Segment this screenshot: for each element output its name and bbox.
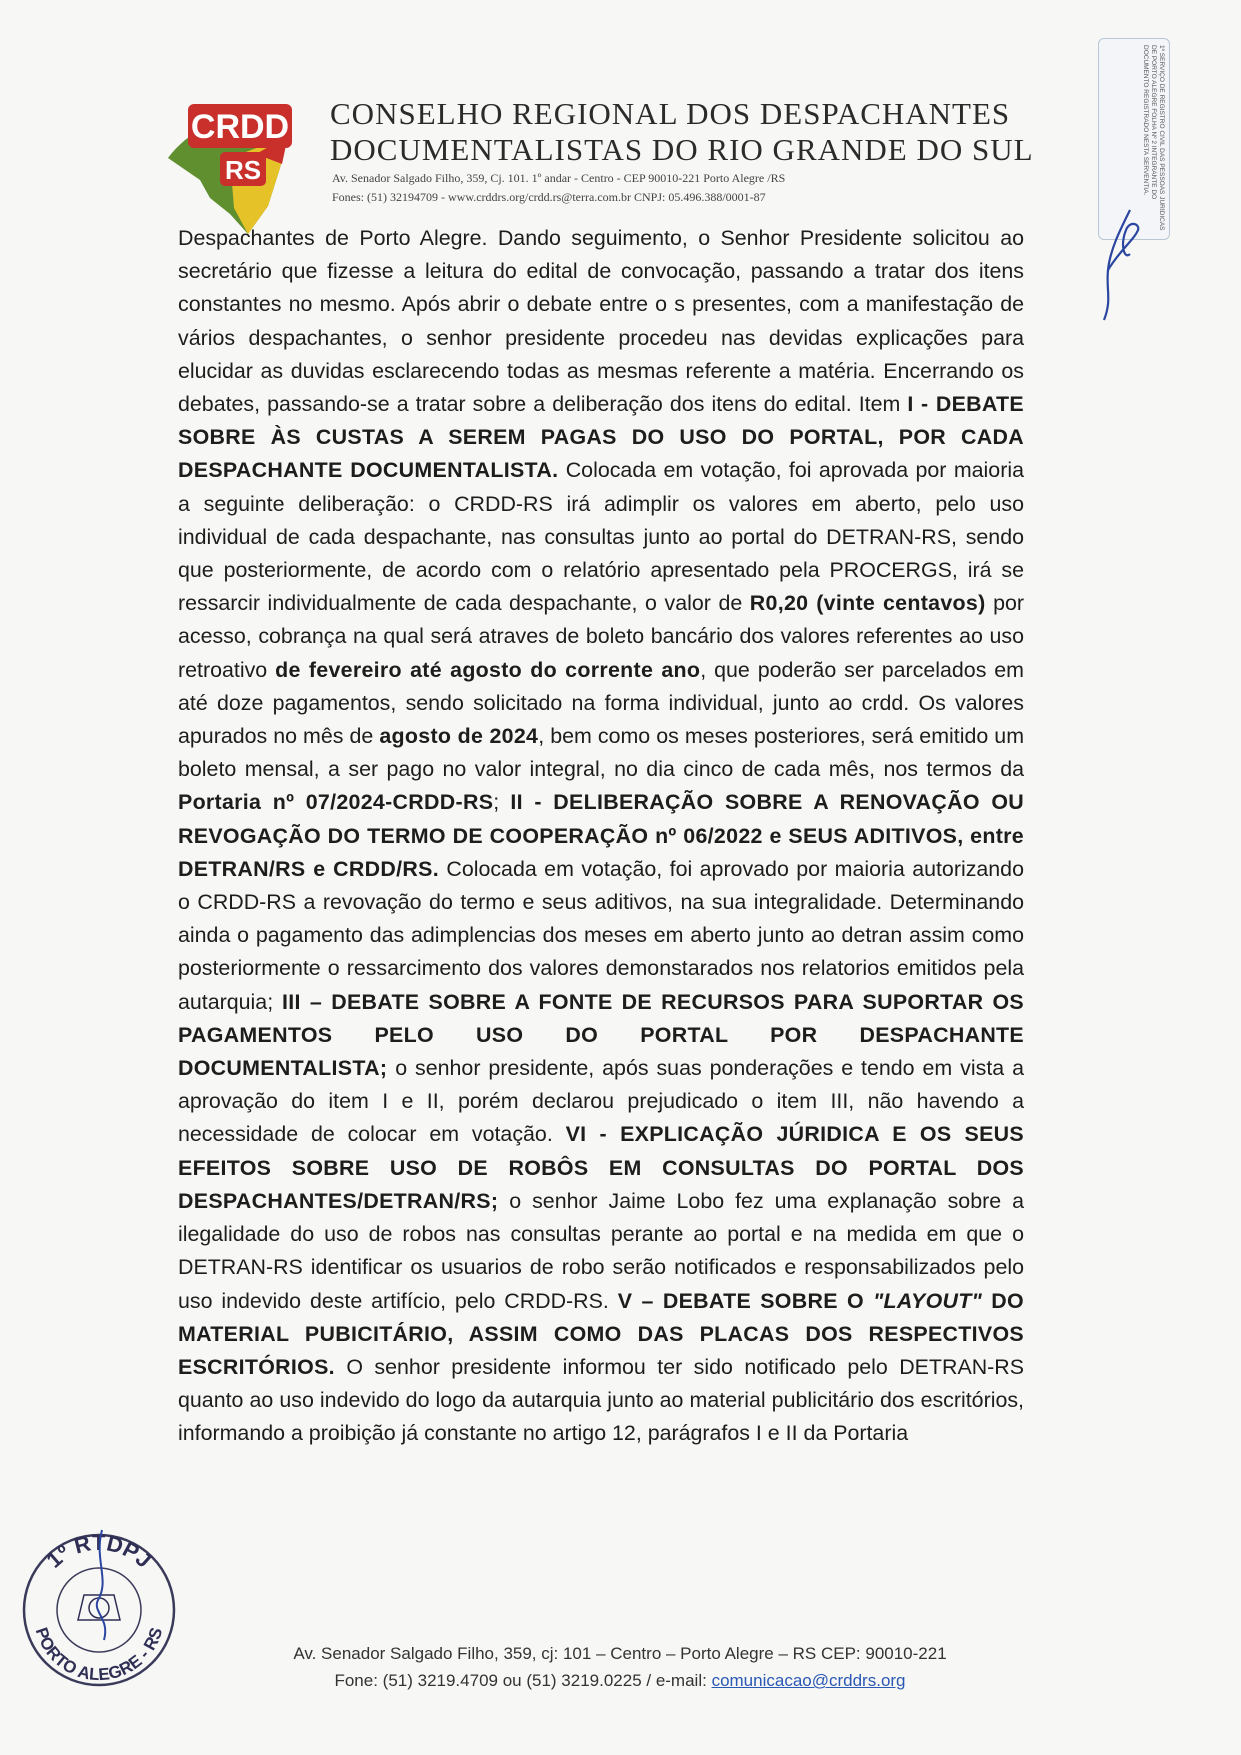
crdd-logo xyxy=(160,88,330,238)
body-text-segment: Despachantes de Porto Alegre. Dando seguimento, o Senhor Presidente solicitou ao secretário que fizesse a leitura do edital de convocação, passando a tratar dos itens constantes no mesmo. Após abrir o debate entre o s presentes, com a manifestação de vários despachantes, o senhor presidente procedeu nas devidas explicações para elucidar as duvidas esclarecendo todas as mesmas referente a matéria. Encerrando os debates, passando-se a tratar sobre a deliberação dos itens do edital. Item xyxy=(178,226,1024,417)
logo-text-rs: RS xyxy=(224,155,262,185)
item-heading-5: V – DEBATE SOBRE O "LAYOUT" DO MATERIAL PUBICITÁRIO, ASSIM COMO DAS PLACAS DOS RESPECTIVOS ESCRITÓRIOS. xyxy=(178,1288,1024,1379)
body-text-segment: Colocada em votação, foi aprovado por maioria autorizando o CRDD-RS a revovação do termo e seus aditivos, na sua integralidade. Determinando ainda o pagamento das adimplencias dos meses em aberto junto ao detran assim como posteriormente o ressarcimento dos valores demonstarados nos relatorios emitidos pela autarquia; xyxy=(178,856,1024,1014)
document-body xyxy=(178,222,1024,1451)
org-contact: Fones: (51) 32194709 - www.crddrs.org/crdd.rs@terra.com.br CNPJ: 05.496.388/0001-87 xyxy=(332,190,766,204)
item-heading-2: II - DELIBERAÇÃO SOBRE A RENOVAÇÃO OU REVOGAÇÃO DO TERMO DE COOPERAÇÃO nº 06/2022 e SEUS ADITIVOS, entre DETRAN/RS e CRDD/RS. xyxy=(178,790,1025,881)
body-text-segment: , que poderão ser parcelados em até doze pagamentos, sendo solicitado na forma individual, junto ao crdd. Os valores apurados no mês de xyxy=(178,657,1024,749)
body-text-segment: O senhor presidente informou ter sido notificado pelo DETRAN-RS quanto ao uso indevido do logo da autarquia junto ao material publicitário dos escritórios, informando a proibição já constante no artigo 12, parágrafos I e II da Portaria xyxy=(178,1354,1024,1446)
logo-text-crdd: CRDD xyxy=(190,108,290,146)
body-text-segment: , bem como os meses posteriores, será emitido um boleto mensal, a ser pago no valor integral, no dia cinco de cada mês, nos termos da xyxy=(178,724,1025,782)
registry-stamp-text: 1º SERVIÇO DE REGISTRO CIVIL DAS PESSOAS JURÍDICAS DE PORTO ALEGRE FOLHA Nº 2 INTEGRANTE DO DOCUMENTO REGISTRADO NESTA SERVENTIA. xyxy=(1142,45,1165,231)
org-address: Av. Senador Salgado Filho, 359, Cj. 101. 1º andar - Centro - CEP 90010-221 Porto Alegre /RS xyxy=(332,171,786,185)
footer-address: Av. Senador Salgado Filho, 359, cj: 101 – Centro – Porto Alegre – RS CEP: 90010-221 xyxy=(293,1644,947,1663)
notary-stamp-top-text: 1º RTDPJ xyxy=(41,1529,157,1573)
letterhead xyxy=(330,96,1050,206)
footer-email-link[interactable]: comunicacao@crddrs.org xyxy=(711,1671,906,1690)
emphasis-ordinance: Portaria nº 07/2024-CRDD-RS xyxy=(178,790,494,815)
emphasis-month: agosto de 2024 xyxy=(379,724,539,749)
emphasis-amount: R0,20 (vinte centavos) xyxy=(749,591,986,616)
item-heading-6: VI - EXPLICAÇÃO JÚRIDICA E OS SEUS EFEITOS SOBRE USO DE ROBÔS EM CONSULTAS DO PORTAL DOS DESPACHANTES/DETRAN/RS; xyxy=(178,1122,1024,1213)
item-heading-3: III – DEBATE SOBRE A FONTE DE RECURSOS PARA SUPORTAR OS PAGAMENTOS PELO USO DO PORTAL POR DESPACHANTE DOCUMENTALISTA; xyxy=(178,989,1024,1081)
svg-text:PORTO ALEGRE - RS xyxy=(32,1625,167,1684)
body-text-segment: o senhor presidente, após suas ponderações e tendo em vista a aprovação do item I e II, porém declarou prejudicado o item III, não havendo a necessidade de colocar em votação. xyxy=(178,1056,1024,1147)
notary-stamp-bottom-text: PORTO ALEGRE - RS xyxy=(31,1625,167,1685)
body-text-segment: Colocada em votação, foi aprovada por maioria a seguinte deliberação: o CRDD-RS irá adimplir os valores em aberto, pelo uso individual de cada despachante, nas consultas junto ao portal do DETRAN-RS, sendo que posteriormente, de acordo com o relatório apresentado pela PROCERGS, irá se ressarcir individualmente de cada despachante, o valor de xyxy=(178,458,1024,616)
page-footer xyxy=(200,1640,1040,1694)
org-name-line-2: DOCUMENTALISTAS DO RIO GRANDE DO SUL xyxy=(330,132,1034,167)
item-heading-1: I - DEBATE SOBRE ÀS CUSTAS A SEREM PAGAS DO USO DO PORTAL, POR CADA DESPACHANTE DOCUMENTALISTA. xyxy=(178,392,1024,483)
signature-icon xyxy=(1090,200,1160,330)
body-text-segment: por acesso, cobrança na qual será atraves de boleto bancário dos valores referentes ao uso retroativo xyxy=(178,591,1024,682)
footer-contact: Fone: (51) 3219.4709 ou (51) 3219.0225 / e-mail: comunicacao@crddrs.org xyxy=(334,1671,906,1690)
org-name-line-1: CONSELHO REGIONAL DOS DESPACHANTES xyxy=(330,96,1011,131)
body-text-segment: ; xyxy=(493,790,511,815)
notary-stamp xyxy=(14,1520,184,1690)
emphasis-period: de fevereiro até agosto do corrente ano xyxy=(275,657,701,682)
body-text-segment: o senhor Jaime Lobo fez uma explanação sobre a ilegalidade do uso de robos nas consultas perante ao portal e na medida em que o DETRAN-RS identificar os usuarios de robo serão notificados e responsabilizados pelo uso indevido deste artifício, pelo CRDD-RS. xyxy=(178,1188,1024,1313)
